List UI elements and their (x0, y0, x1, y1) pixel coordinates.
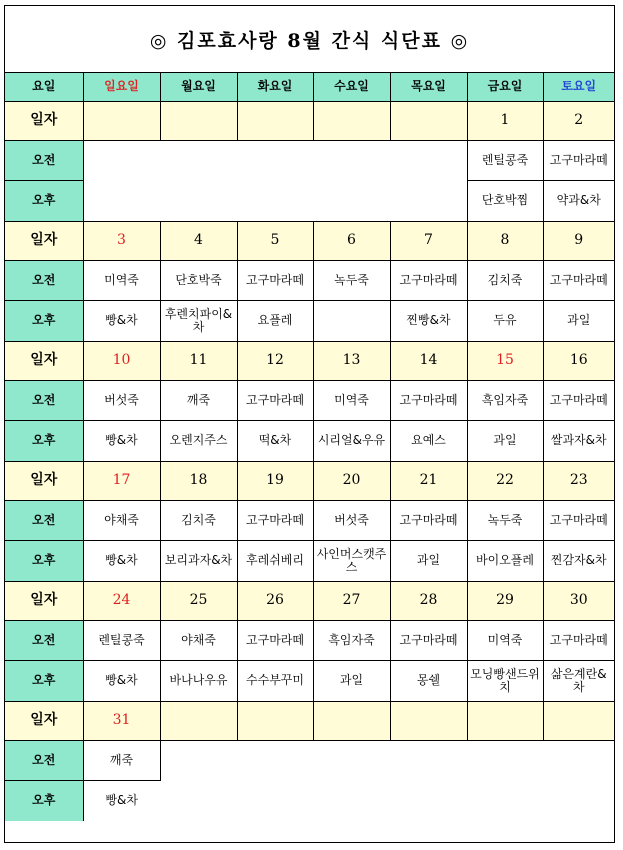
date-cell: 25 (160, 581, 237, 620)
menu-cell: 몽쉘 (390, 660, 467, 701)
date-row (5, 341, 614, 380)
header-day: 수요일 (313, 73, 390, 101)
menu-cell: 고구마라떼 (237, 620, 313, 660)
date-cell: 10 (83, 341, 160, 380)
date-cell (313, 701, 390, 740)
menu-cell: 렌틸콩죽 (83, 620, 160, 660)
menu-cell: 빵&차 (83, 300, 160, 341)
pm-label: 오후 (5, 300, 83, 341)
date-cell: 19 (237, 461, 313, 500)
am-row (5, 140, 614, 180)
menu-cell: 오렌지주스 (160, 420, 237, 461)
menu-cell: 김치죽 (467, 260, 543, 300)
pm-label: 오후 (5, 420, 83, 461)
date-cell (390, 701, 467, 740)
date-cell: 16 (543, 341, 614, 380)
menu-cell: 요플레 (237, 300, 313, 341)
date-cell: 28 (390, 581, 467, 620)
date-row (5, 101, 614, 140)
date-cell: 6 (313, 221, 390, 260)
date-row (5, 221, 614, 260)
date-cell: 1 (467, 101, 543, 140)
date-cell (390, 101, 467, 140)
date-cell: 15 (467, 341, 543, 380)
date-cell: 22 (467, 461, 543, 500)
am-row (5, 500, 614, 540)
date-label: 일자 (5, 221, 83, 260)
menu-cell: 버섯죽 (313, 500, 390, 540)
header-day: 월요일 (160, 73, 237, 101)
am-label: 오전 (5, 500, 83, 540)
am-row (5, 740, 614, 780)
menu-cell: 과일 (543, 300, 614, 341)
menu-cell: 과일 (313, 660, 390, 701)
menu-cell: 빵&차 (83, 780, 160, 821)
menu-cell: 녹두죽 (313, 260, 390, 300)
menu-cell: 고구마라떼 (390, 500, 467, 540)
menu-cell: 깨죽 (160, 380, 237, 420)
date-cell (467, 701, 543, 740)
pm-row (5, 300, 614, 341)
menu-cell: 고구마라떼 (543, 140, 614, 180)
date-cell (160, 701, 237, 740)
date-cell (543, 701, 614, 740)
am-label: 오전 (5, 740, 83, 780)
am-label: 오전 (5, 260, 83, 300)
date-label: 일자 (5, 701, 83, 740)
date-label: 일자 (5, 101, 83, 140)
am-row (5, 380, 614, 420)
menu-cell: 찐빵&차 (390, 300, 467, 341)
menu-cell: 고구마라떼 (390, 620, 467, 660)
menu-cell: 바나나우유 (160, 660, 237, 701)
date-cell: 4 (160, 221, 237, 260)
date-cell (237, 701, 313, 740)
date-cell: 14 (390, 341, 467, 380)
pm-label: 오후 (5, 540, 83, 581)
menu-cell: 미역죽 (313, 380, 390, 420)
menu-cell: 흑임자죽 (313, 620, 390, 660)
date-cell: 13 (313, 341, 390, 380)
header-row (5, 73, 614, 101)
date-cell: 7 (390, 221, 467, 260)
menu-cell: 과일 (467, 420, 543, 461)
date-label: 일자 (5, 461, 83, 500)
header-day: 일요일 (83, 73, 160, 101)
menu-cell: 고구마라떼 (543, 260, 614, 300)
date-cell: 29 (467, 581, 543, 620)
date-cell: 20 (313, 461, 390, 500)
menu-cell: 고구마라떼 (237, 260, 313, 300)
date-cell: 27 (313, 581, 390, 620)
date-cell: 18 (160, 461, 237, 500)
menu-cell: 후렌치파이&차 (160, 300, 237, 341)
pm-row (5, 420, 614, 461)
date-cell: 30 (543, 581, 614, 620)
menu-cell: 고구마라떼 (543, 620, 614, 660)
date-cell: 21 (390, 461, 467, 500)
menu-cell: 야채죽 (160, 620, 237, 660)
menu-cell: 요예스 (390, 420, 467, 461)
date-cell: 2 (543, 101, 614, 140)
menu-cell: 바이오플레 (467, 540, 543, 581)
header-day: 금요일 (467, 73, 543, 101)
header-day: 화요일 (237, 73, 313, 101)
header-label: 요일 (5, 73, 83, 101)
am-row (5, 260, 614, 300)
blank-area (160, 740, 614, 821)
menu-cell: 두유 (467, 300, 543, 341)
menu-cell: 깨죽 (83, 740, 160, 780)
menu-cell: 고구마라떼 (390, 260, 467, 300)
pm-label: 오후 (5, 780, 83, 821)
menu-cell: 과일 (390, 540, 467, 581)
date-label: 일자 (5, 341, 83, 380)
menu-cell: 약과&차 (543, 180, 614, 221)
pm-row (5, 540, 614, 581)
menu-cell: 고구마라떼 (390, 380, 467, 420)
menu-cell (313, 300, 390, 341)
date-row (5, 701, 614, 740)
am-label: 오전 (5, 140, 83, 180)
menu-cell: 고구마라떼 (543, 380, 614, 420)
menu-cell: 고구마라떼 (237, 500, 313, 540)
menu-cell: 김치죽 (160, 500, 237, 540)
date-cell (83, 101, 160, 140)
menu-cell: 떡&차 (237, 420, 313, 461)
date-cell: 12 (237, 341, 313, 380)
menu-cell: 녹두죽 (467, 500, 543, 540)
menu-cell: 사인머스캣주스 (313, 540, 390, 581)
menu-cell: 고구마라떼 (237, 380, 313, 420)
date-row (5, 461, 614, 500)
pm-row (5, 660, 614, 701)
blank-area (83, 140, 467, 221)
am-row (5, 620, 614, 660)
date-cell (237, 101, 313, 140)
menu-cell: 흑임자죽 (467, 380, 543, 420)
menu-sheet (4, 5, 615, 843)
date-cell: 11 (160, 341, 237, 380)
date-cell: 17 (83, 461, 160, 500)
menu-cell: 모닝빵샌드위치 (467, 660, 543, 701)
date-cell (313, 101, 390, 140)
date-cell: 9 (543, 221, 614, 260)
date-cell: 26 (237, 581, 313, 620)
menu-cell: 단호박죽 (160, 260, 237, 300)
date-cell: 24 (83, 581, 160, 620)
date-row (5, 581, 614, 620)
menu-cell: 미역죽 (467, 620, 543, 660)
am-label: 오전 (5, 620, 83, 660)
menu-cell: 버섯죽 (83, 380, 160, 420)
page-title: ◎ 김포효사랑 8월 간식 식단표 ◎ (5, 6, 614, 73)
menu-cell: 빵&차 (83, 540, 160, 581)
menu-cell: 찐감자&차 (543, 540, 614, 581)
menu-cell: 야채죽 (83, 500, 160, 540)
menu-cell: 단호박찜 (467, 180, 543, 221)
menu-cell: 쌀과자&차 (543, 420, 614, 461)
menu-table (5, 73, 614, 821)
pm-label: 오후 (5, 660, 83, 701)
header-day: 목요일 (390, 73, 467, 101)
menu-cell: 렌틸콩죽 (467, 140, 543, 180)
date-cell (160, 101, 237, 140)
menu-cell: 수수부꾸미 (237, 660, 313, 701)
menu-cell: 삶은계란&차 (543, 660, 614, 701)
date-cell: 3 (83, 221, 160, 260)
menu-cell: 빵&차 (83, 420, 160, 461)
menu-cell: 미역죽 (83, 260, 160, 300)
am-label: 오전 (5, 380, 83, 420)
date-label: 일자 (5, 581, 83, 620)
menu-cell: 보리과자&차 (160, 540, 237, 581)
pm-label: 오후 (5, 180, 83, 221)
menu-cell: 빵&차 (83, 660, 160, 701)
menu-cell: 후레쉬베리 (237, 540, 313, 581)
date-cell: 5 (237, 221, 313, 260)
date-cell: 23 (543, 461, 614, 500)
date-cell: 8 (467, 221, 543, 260)
menu-cell: 시리얼&우유 (313, 420, 390, 461)
header-day: 토요일 (543, 73, 614, 101)
date-cell: 31 (83, 701, 160, 740)
menu-cell: 고구마라떼 (543, 500, 614, 540)
